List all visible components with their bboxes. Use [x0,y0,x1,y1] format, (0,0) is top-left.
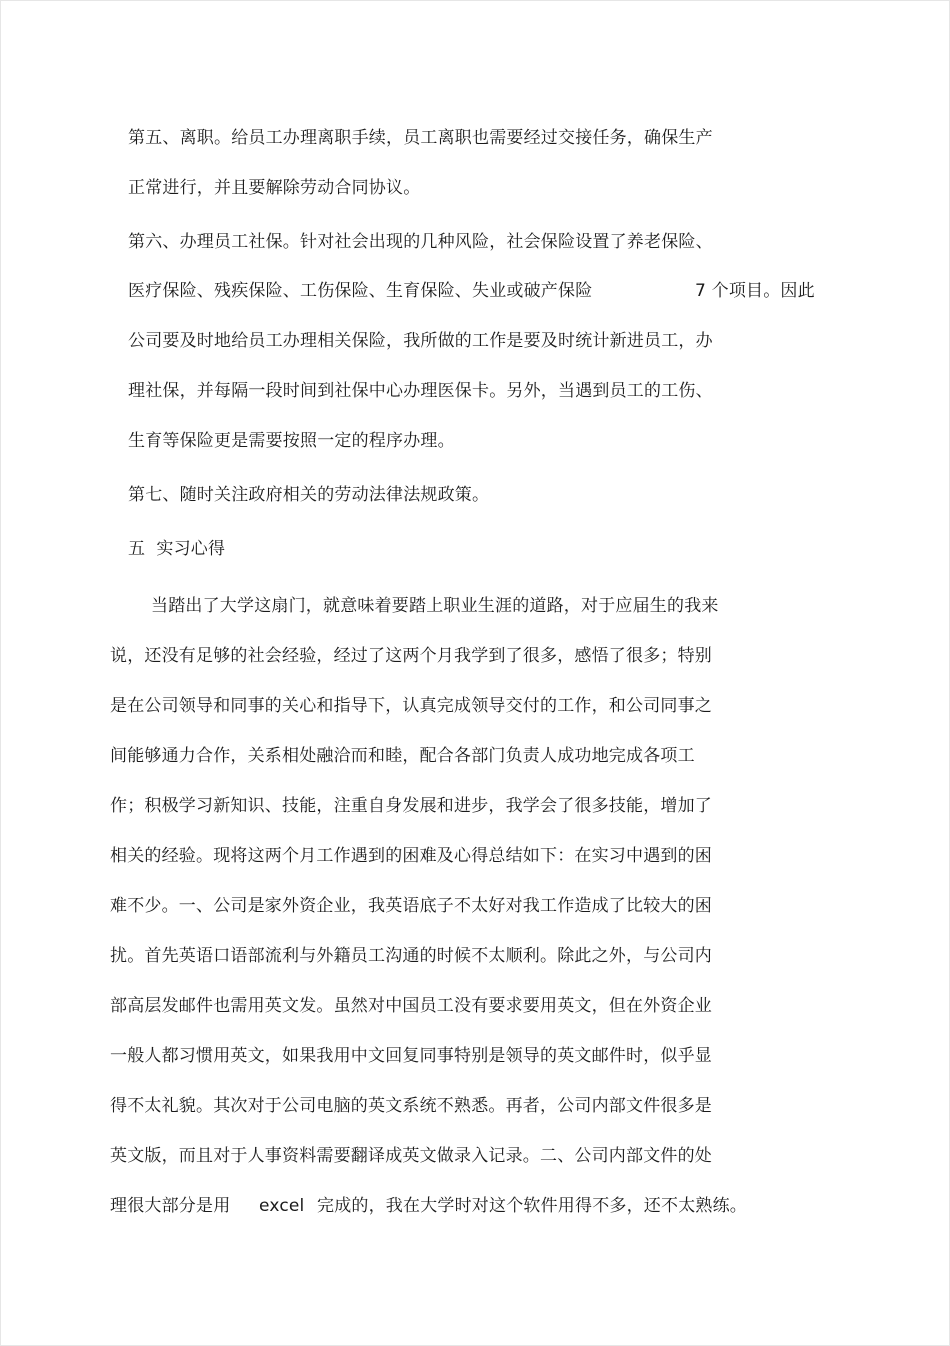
text-line: 第五、离职。给员工办理离职手续，员工离职也需要经过交接任务，确保生产 [128,128,713,148]
text-line: 得不太礼貌。其次对于公司电脑的英文系统不熟悉。再者，公司内部文件很多是 [110,1096,712,1116]
text-line: 说，还没有足够的社会经验，经过了这两个月我学到了很多，感悟了很多；特别 [110,646,712,666]
text-line: 公司要及时地给员工办理相关保险，我所做的工作是要及时统计新进员工，办 [128,331,713,351]
text-line: 部高层发邮件也需用英文发。虽然对中国员工没有要求要用英文，但在外资企业 [110,996,712,1016]
text-line: 难不少。一、公司是家外资企业，我英语底子不太好对我工作造成了比较大的困 [110,896,712,916]
text-line: 第七、随时关注政府相关的劳动法律法规政策。 [128,485,490,505]
section-heading: 五 实习心得 [128,539,226,559]
text-line: 完成的，我在大学时对这个软件用得不多，还不太熟练。 [317,1196,747,1216]
text-line: 英文版，而且对于人事资料需要翻译成英文做录入记录。二、公司内部文件的处 [110,1146,712,1166]
text-line: 相关的经验。现将这两个月工作遇到的困难及心得总结如下：在实习中遇到的困 [110,846,712,866]
text-line: 第六、办理员工社保。针对社会出现的几种风险，社会保险设置了养老保险、 [128,232,713,252]
text-line: 理很大部分是用 [110,1196,231,1216]
text-line: 理社保，并每隔一段时间到社保中心办理医保卡。另外，当遇到员工的工伤、 [128,381,713,401]
text-line: 正常进行，并且要解除劳动合同协议。 [128,178,421,198]
text-line: excel [259,1196,305,1216]
text-line: 间能够通力合作，关系相处融洽而和睦，配合各部门负责人成功地完成各项工 [110,746,695,766]
text-line: 当踏出了大学这扇门，就意味着要踏上职业生涯的道路，对于应届生的我来 [151,596,719,616]
text-line: 扰。首先英语口语部流利与外籍员工沟通的时候不太顺利。除此之外，与公司内 [110,946,712,966]
text-line: 一般人都习惯用英文，如果我用中文回复同事特别是领导的英文邮件时，似乎显 [110,1046,712,1066]
text-line: 医疗保险、残疾保险、工伤保险、生育保险、失业或破产保险 [128,281,593,301]
text-line: 是在公司领导和同事的关心和指导下，认真完成领导交付的工作，和公司同事之 [110,696,712,716]
text-line: 生育等保险更是需要按照一定的程序办理。 [128,431,455,451]
text-line: 7 个项目。因此 [695,281,815,301]
text-line: 作；积极学习新知识、技能，注重自身发展和进步，我学会了很多技能，增加了 [110,796,712,816]
